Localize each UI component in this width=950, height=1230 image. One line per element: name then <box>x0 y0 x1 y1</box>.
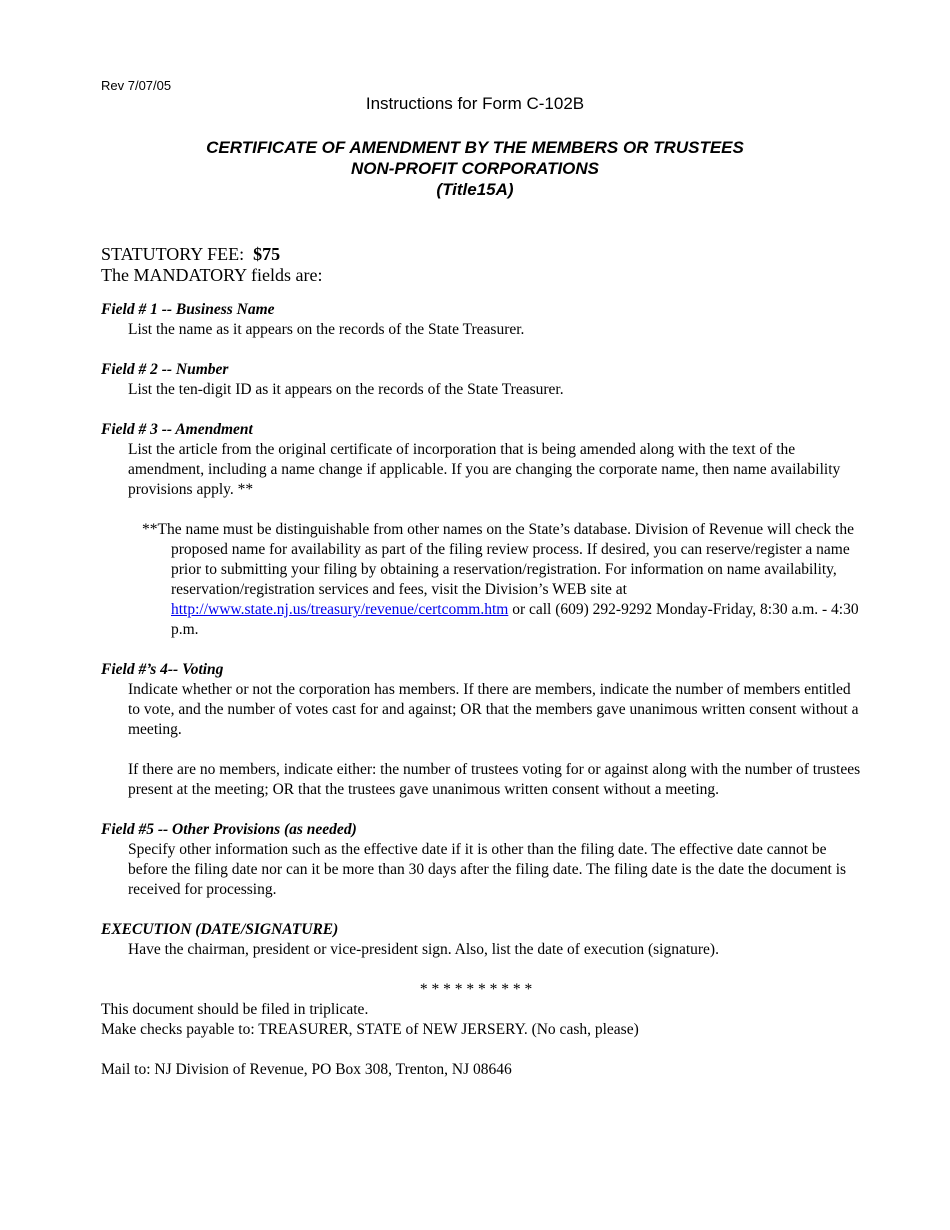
checks-payable: Make checks payable to: TREASURER, STATE of NEW JERSERY. (No cash, please) <box>101 1021 639 1038</box>
form-title <box>0 137 950 200</box>
name-availability-note <box>101 520 861 640</box>
field-2-heading: Field # 2 -- Number <box>101 361 229 378</box>
note-text-after: or call (609) 292-9292 Monday-Friday, 8:30 a.m. - 4:30 p.m. <box>171 601 859 638</box>
field-1-text: List the name as it appears on the records of the State Treasurer. <box>128 321 525 338</box>
field-4-text-trustees: If there are no members, indicate either: the number of trustees voting for or against along with the number of trustees present at the meeting; OR that the trustees gave unanimous written consent without a meeting. <box>128 761 861 798</box>
field-1-section <box>101 300 861 340</box>
note-text-before: **The name must be distinguishable from other names on the State’s database. Division of Revenue will check the proposed name for availability as part of the filing review process. If desired, you can reserve/register a name prior to submitting your filing by obtaining a reservation/registration. For information on name availability, reservation/registration services and fees, visit the Division’s WEB site at <box>142 521 854 598</box>
field-4-text-members: Indicate whether or not the corporation has members. If there are members, indicate the number of members entitled to vote, and the number of votes cast for and against; OR that the members gave unanimous written consent without a meeting. <box>128 681 859 738</box>
separator-stars: * * * * * * * * * * <box>419 981 533 998</box>
field-5-text: Specify other information such as the effective date if it is other than the filing date. The effective date cannot be before the filing date nor can it be more than 30 days after the filing date. The filing date is the date the document is received for processing. <box>128 841 847 898</box>
field-5-heading: Field #5 -- Other Provisions (as needed) <box>101 821 357 838</box>
field-3-text: List the article from the original certificate of incorporation that is being amended along with the text of the amendment, including a name change if applicable. If you are changing the corporate name, then name availability provisions apply. ** <box>128 441 841 498</box>
execution-text: Have the chairman, president or vice-president sign. Also, list the date of execution (signature). <box>128 941 719 958</box>
fee-amount: $75 <box>253 244 281 264</box>
fee-label: STATUTORY FEE: <box>101 244 245 264</box>
field-5-section <box>101 820 861 900</box>
execution-heading: EXECUTION (DATE/SIGNATURE) <box>101 921 339 938</box>
field-2-text: List the ten-digit ID as it appears on the records of the State Treasurer. <box>128 381 564 398</box>
field-4-section <box>101 660 861 800</box>
document-body <box>101 244 861 1080</box>
division-website-link[interactable]: http://www.state.nj.us/treasury/revenue/certcomm.htm <box>171 601 509 618</box>
statutory-fee <box>101 244 861 265</box>
field-1-heading: Field # 1 -- Business Name <box>101 301 275 318</box>
revision-date: Rev 7/07/05 <box>101 78 172 93</box>
field-4-heading: Field #’s 4-- Voting <box>101 661 224 678</box>
field-2-section <box>101 360 861 400</box>
title-line-1: CERTIFICATE OF AMENDMENT BY THE MEMBERS OR TRUSTEES <box>206 138 744 157</box>
mandatory-intro: The MANDATORY fields are: <box>101 265 323 285</box>
field-3-section <box>101 420 861 640</box>
field-3-heading: Field # 3 -- Amendment <box>101 421 253 438</box>
title-line-2: NON-PROFIT CORPORATIONS <box>350 159 600 178</box>
execution-section <box>101 920 861 960</box>
instructions-title: Instructions for Form C-102B <box>365 94 585 113</box>
title-line-3: (Title15A) <box>436 180 514 199</box>
mail-address: Mail to: NJ Division of Revenue, PO Box 308, Trenton, NJ 08646 <box>101 1061 512 1078</box>
triplicate-note: This document should be filed in triplicate. <box>101 1001 369 1018</box>
